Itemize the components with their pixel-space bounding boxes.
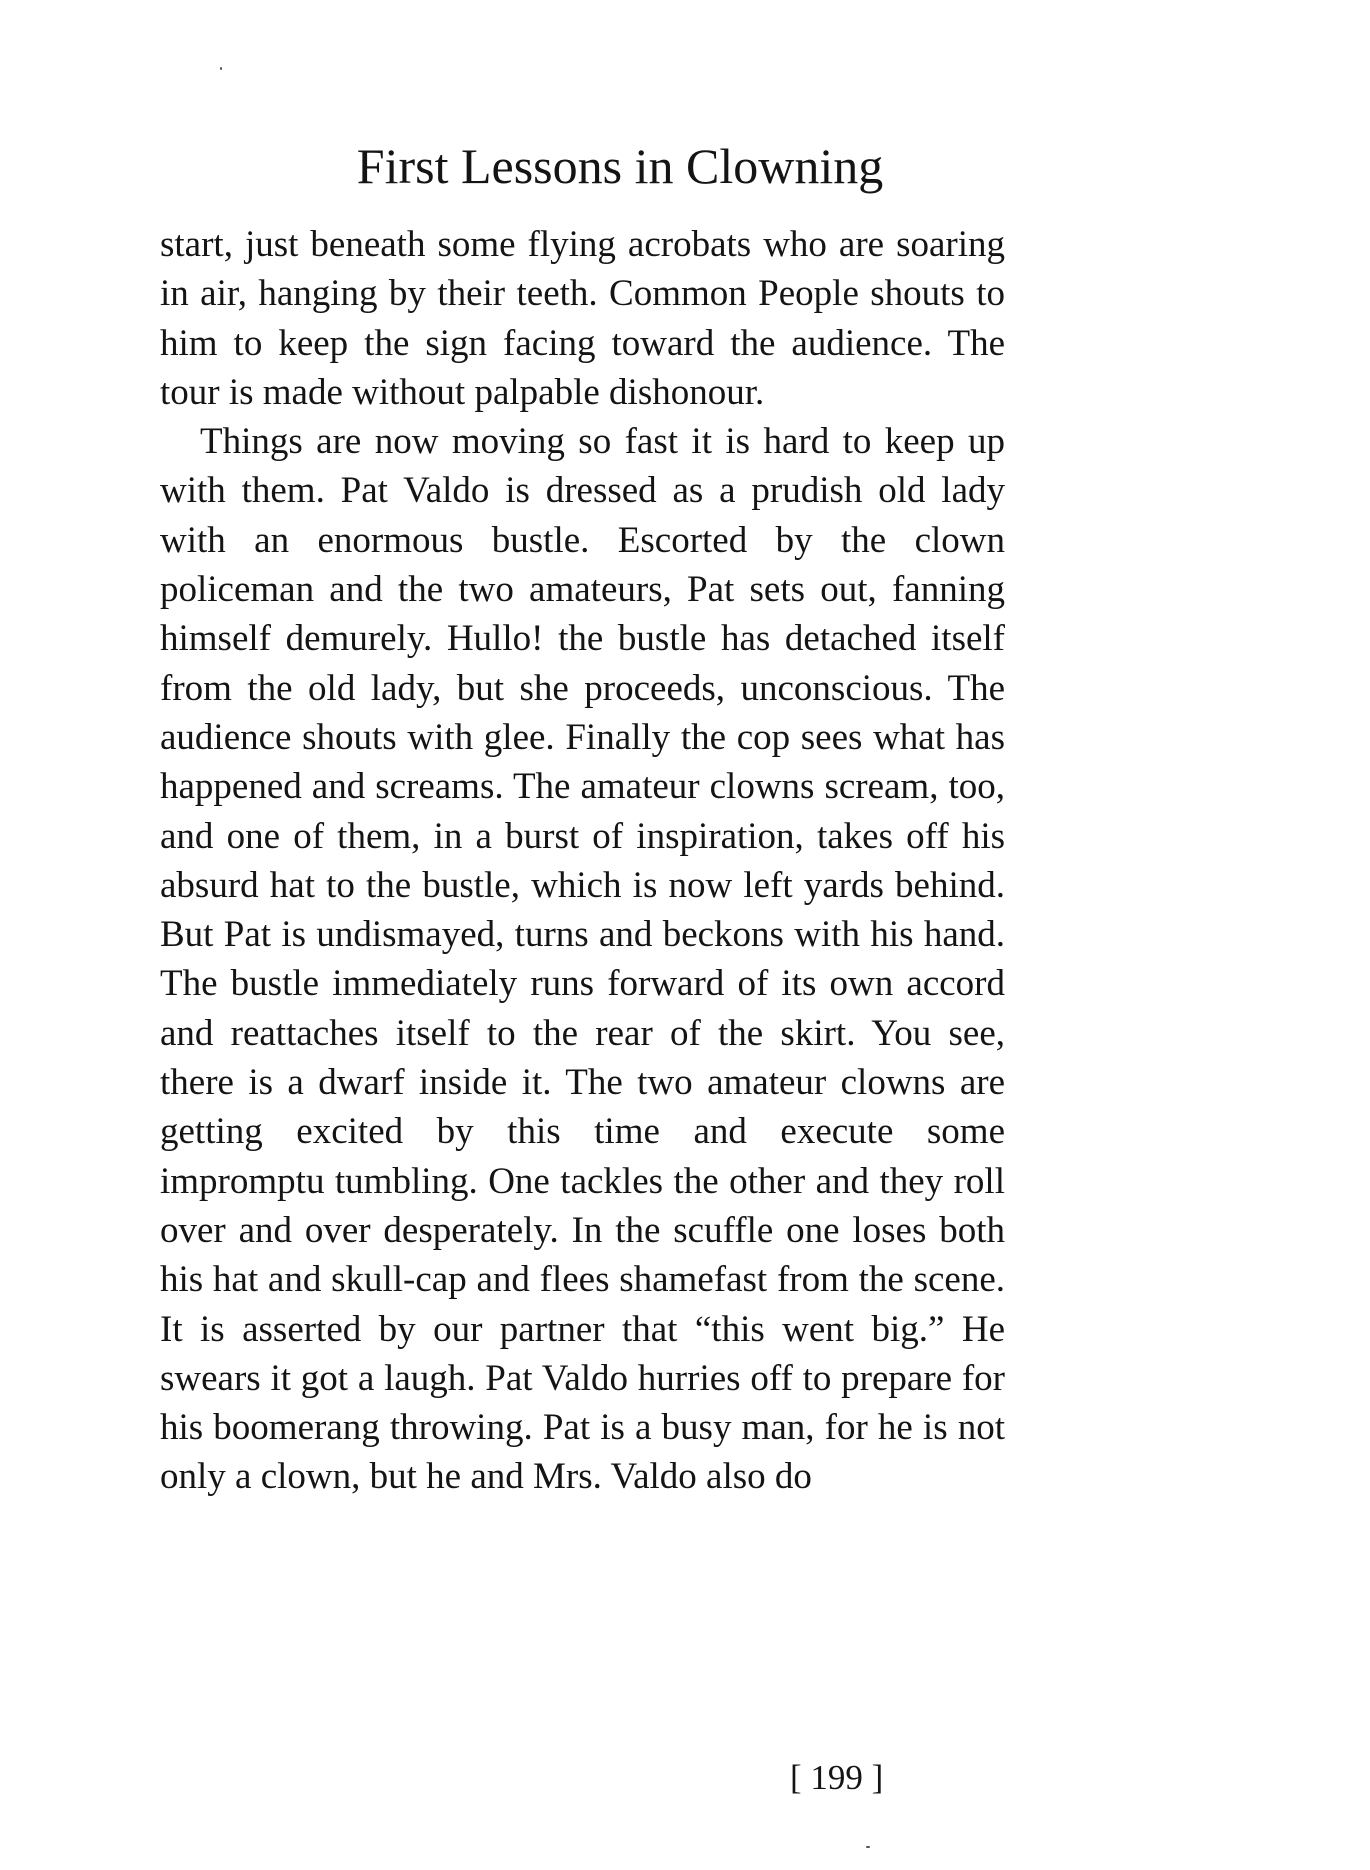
print-speck bbox=[220, 67, 222, 70]
running-header: First Lessons in Clowning bbox=[356, 138, 884, 194]
print-speck bbox=[866, 1846, 870, 1848]
body-text bbox=[160, 220, 1005, 1502]
page-number: [ 199 ] bbox=[790, 1758, 884, 1797]
paragraph-continued: start, just beneath some flying acrobats who are soaring in air, hanging by their teeth. Common People shouts to him to keep the sign facing toward the audience. The tour is made without palpable dishonour. bbox=[160, 224, 1005, 413]
paragraph: Things are now moving so fast it is hard to keep up with them. Pat Valdo is dressed as a prudish old lady with an enormous bustle. Escorted by the clown policeman and the two amateurs, Pat sets out, fanning himself demurely. Hullo! the bustle has detached itself from the old lady, but she proceeds, unconscious. The audience shouts with glee. Finally the cop sees what has happened and screams. The amateur clowns scream, too, and one of them, in a burst of inspiration, takes off his absurd hat to the bustle, which is now left yards behind. But Pat is undismayed, turns and beckons with his hand. The bustle immediately runs forward of its own accord and reattaches itself to the rear of the skirt. You see, there is a dwarf inside it. The two amateur clowns are getting excited by this time and execute some impromptu tumbling. One tackles the other and they roll over and over desperately. In the scuffle one loses both his hat and skull-cap and flees shamefast from the scene. It is asserted by our partner that “this went big.” He swears it got a laugh. Pat Valdo hurries off to prepare for his boomerang throwing. Pat is a busy man, for he is not only a clown, but he and Mrs. Valdo also do bbox=[160, 421, 1005, 1498]
